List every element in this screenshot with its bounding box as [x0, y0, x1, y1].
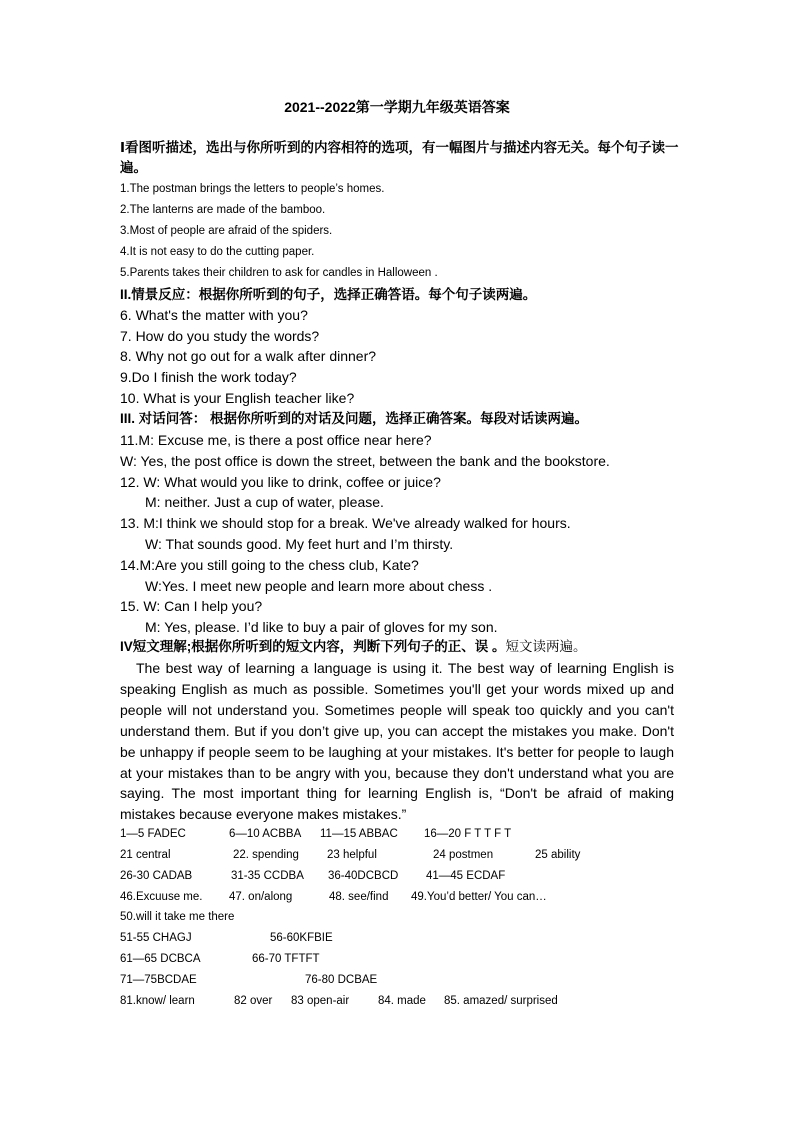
- dialogue-line: 11.M: Excuse me, is there a post office near here?: [120, 432, 432, 448]
- answer-item: 46.Excuuse me.: [120, 891, 203, 903]
- section-1-item: 2.The lanterns are made of the bamboo.: [120, 204, 326, 216]
- answer-item: 51-55 CHAGJ: [120, 932, 192, 944]
- section-2-item: 6. What's the matter with you?: [120, 307, 308, 323]
- answer-item: 16—20 F T T F T: [424, 828, 512, 840]
- answer-item: 83 open-air: [291, 995, 350, 1007]
- section-2-item: 7. How do you study the words?: [120, 328, 320, 344]
- answer-item: 22. spending: [233, 849, 299, 861]
- dialogue-line: 15. W: Can I help you?: [120, 598, 263, 614]
- section-2-item: 8. Why not go out for a walk after dinner?: [120, 348, 377, 364]
- section-1-item: 3.Most of people are afraid of the spiders.: [120, 225, 333, 237]
- answer-item: 49.You’d better/ You can…: [411, 891, 547, 903]
- section-2-item: 10. What is your English teacher like?: [120, 390, 355, 406]
- answer-item: 11—15 ABBAC: [320, 828, 398, 840]
- dialogue-line: W: Yes, the post office is down the street, between the bank and the bookstore.: [120, 453, 610, 469]
- answer-item: 66-70 TFTFT: [252, 953, 320, 965]
- answer-item: 50.will it take me there: [120, 911, 235, 923]
- answer-item: 25 ability: [535, 849, 581, 861]
- dialogue-line: M: Yes, please. I’d like to buy a pair of gloves for my son.: [145, 619, 498, 635]
- answer-item: 56-60KFBIE: [270, 932, 333, 944]
- answer-item: 81.know/ learn: [120, 995, 195, 1007]
- section-3-heading: III. 对话问答： 根据你所听到的对话及问题，选择正确答案。每段对话读两遍。: [120, 411, 589, 426]
- answer-item: 24 postmen: [433, 849, 494, 861]
- answer-item: 85. amazed/ surprised: [444, 995, 558, 1007]
- section-1-item: 1.The postman brings the letters to people’s homes.: [120, 183, 385, 195]
- answer-item: 84. made: [378, 995, 426, 1007]
- answer-item: 71—75BCDAE: [120, 974, 197, 986]
- answer-item: 26-30 CADAB: [120, 870, 193, 882]
- answer-item: 61—65 DCBCA: [120, 953, 201, 965]
- page-title: 2021--2022第一学期九年级英语答案: [284, 99, 510, 115]
- dialogue-line: W:Yes. I meet new people and learn more about chess .: [145, 578, 493, 594]
- section-4-heading: [120, 637, 680, 657]
- section-1-item: 5.Parents takes their children to ask for candles in Halloween .: [120, 267, 438, 279]
- answer-item: 47. on/along: [229, 891, 293, 903]
- answer-item: 76-80 DCBAE: [305, 974, 378, 986]
- answer-item: 6—10 ACBBA: [229, 828, 302, 840]
- listening-passage: The best way of learning a language is using it. The best way of learning English is speaking English as much as possible. Sometimes you'll get your words mixed up and people will not understand you. Sometimes people will speak too quickly and you can't understand them. But if you don’t give up, you can accept the mistakes you make. Don't be unhappy if people seem to be laughing at your mistakes. It's better for people to laugh at your mistakes than to be angry with you, because they don't understand what you are saying. The most important thing for learning English is, “Don't be afraid of making mistakes because everyone makes mistakes.”: [120, 660, 674, 823]
- dialogue-line: 13. M:I think we should stop for a break. We've already walked for hours.: [120, 515, 571, 531]
- answer-item: 23 helpful: [327, 849, 377, 861]
- dialogue-line: M: neither. Just a cup of water, please.: [145, 494, 384, 510]
- section-2-item: 9.Do I finish the work today?: [120, 369, 297, 385]
- section-1-heading: Ⅰ看图听描述，选出与你所听到的内容相符的选项，有一幅图片与描述内容无关。每个句子读一遍。: [120, 140, 679, 175]
- answer-item: 1—5 FADEC: [120, 828, 186, 840]
- section-4-heading-tail: 短文读两遍。: [505, 639, 587, 654]
- section-2-heading: II.情景反应：根据你所听到的句子，选择正确答语。每个句子读两遍。: [120, 287, 537, 302]
- section-1-item: 4.It is not easy to do the cutting paper.: [120, 246, 315, 258]
- section-4-heading-main: IV短文理解;根据你所听到的短文内容，判断下列句子的正、误 。: [120, 639, 506, 654]
- dialogue-line: W: That sounds good. My feet hurt and I’m thirsty.: [145, 536, 454, 552]
- answer-item: 41—45 ECDAF: [426, 870, 506, 882]
- dialogue-line: 12. W: What would you like to drink, coffee or juice?: [120, 474, 441, 490]
- answer-item: 21 central: [120, 849, 171, 861]
- dialogue-line: 14.M:Are you still going to the chess club, Kate?: [120, 557, 419, 573]
- answer-item: 36-40DCBCD: [328, 870, 399, 882]
- answer-item: 31-35 CCDBA: [231, 870, 304, 882]
- answer-item: 48. see/find: [329, 891, 389, 903]
- answer-item: 82 over: [234, 995, 273, 1007]
